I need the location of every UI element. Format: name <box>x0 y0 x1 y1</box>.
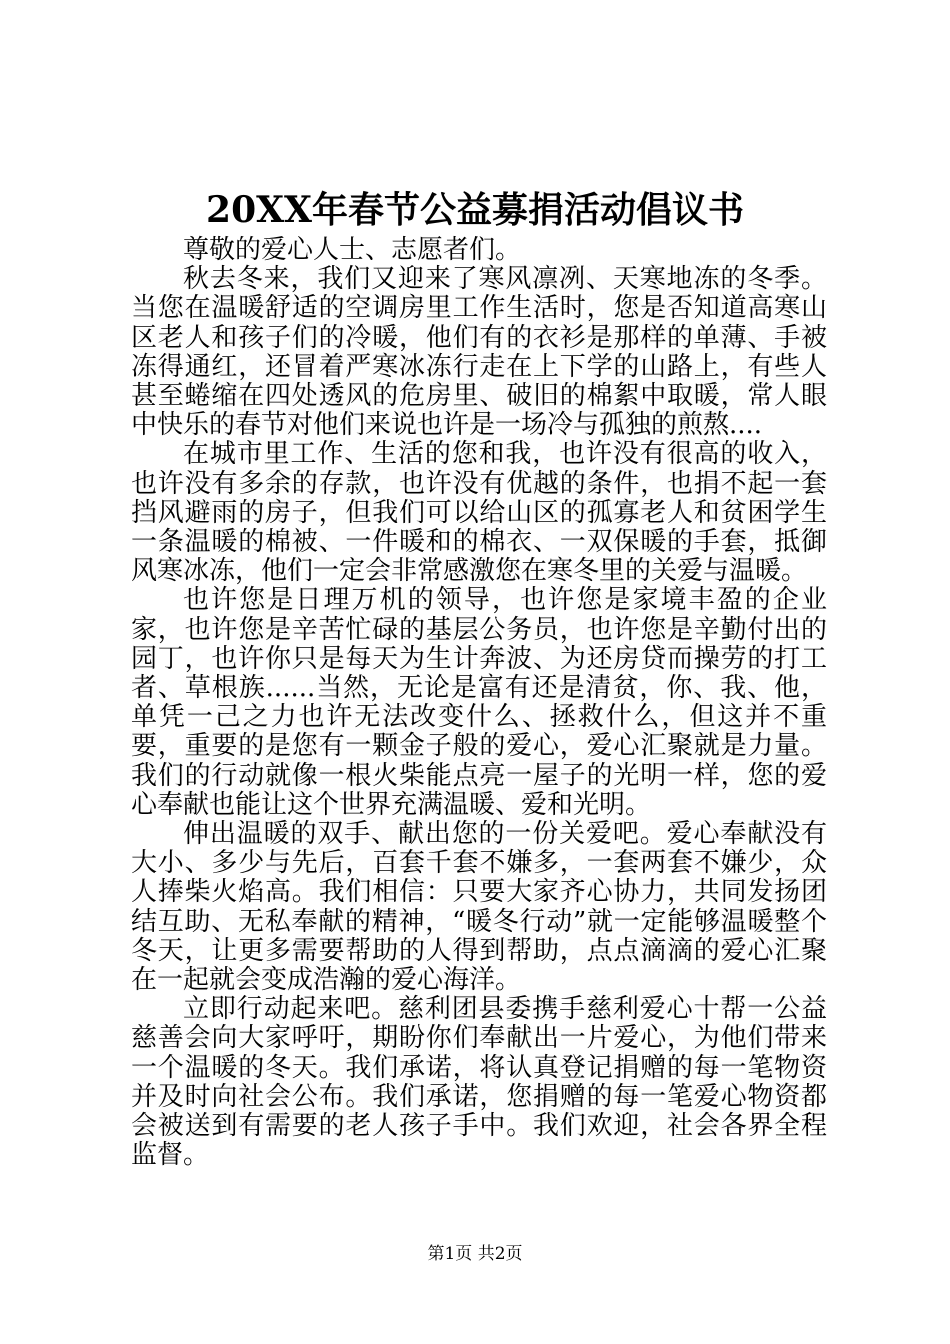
page-number-footer: 第1页 共2页 <box>427 1244 523 1264</box>
body-paragraph: 秋去冬来，我们又迎来了寒风凛冽、天寒地冻的冬季。当您在温暖舒适的空调房里工作生活时，您是否知道高寒山区老人和孩子们的冷暖，他们有的衣衫是那样的单薄、手被冻得通红，还冒着严寒冰冻行走在上下学的山路上，有些人甚至蜷缩在四处透风的危房里、破旧的棉絮中取暖，常人眼中快乐的春节对他们来说也许是一场冷与孤独的煎熬.... <box>131 264 827 441</box>
document-title: 20XX年春节公益募捐活动倡议书 <box>206 189 744 231</box>
document-body <box>131 236 827 1171</box>
body-paragraph: 也许您是日理万机的领导，也许您是家境丰盈的企业家，也许您是辛苦忙碌的基层公务员，也许您是辛勤付出的园丁，也许你只是每天为生计奔波、为还房贷而操劳的打工者、草根族......当然，无论是富有还是清贫，你、我、他，单凭一己之力也许无法改变什么、拯救什么，但这并不重要，重要的是您有一颗金子般的爱心，爱心汇聚就是力量。我们的行动就像一根火柴能点亮一屋子的光明一样，您的爱心奉献也能让这个世界充满温暖、爱和光明。 <box>131 585 827 820</box>
greeting-paragraph: 尊敬的爱心人士、志愿者们。 <box>183 235 522 265</box>
body-paragraph: 立即行动起来吧。慈利团县委携手慈利爱心十帮一公益慈善会向大家呼吁，期盼你们奉献出一片爱心，为他们带来一个温暖的冬天。我们承诺，将认真登记捐赠的每一笔物资并及时向社会公布。我们承诺，您捐赠的每一笔爱心物资都会被送到有需要的老人孩子手中。我们欢迎，社会各界全程监督。 <box>131 994 827 1171</box>
body-paragraph: 伸出温暖的双手、献出您的一份关爱吧。爱心奉献没有大小、多少与先后，百套千套不嫌多，一套两套不嫌少，众人捧柴火焰高。我们相信：只要大家齐心协力，共同发扬团结互助、无私奉献的精神，“暖冬行动”就一定能够温暖整个冬天，让更多需要帮助的人得到帮助，点点滴滴的爱心汇聚在一起就会变成浩瀚的爱心海洋。 <box>131 819 827 996</box>
body-paragraph: 在城市里工作、生活的您和我，也许没有很高的收入，也许没有多余的存款，也许没有优越的条件，也捐不起一套挡风避雨的房子，但我们可以给山区的孤寡老人和贫困学生一条温暖的棉被、一件暖和的棉衣、一双保暖的手套，抵御风寒冰冻，他们一定会非常感激您在寒冬里的关爱与温暖。 <box>131 439 827 587</box>
